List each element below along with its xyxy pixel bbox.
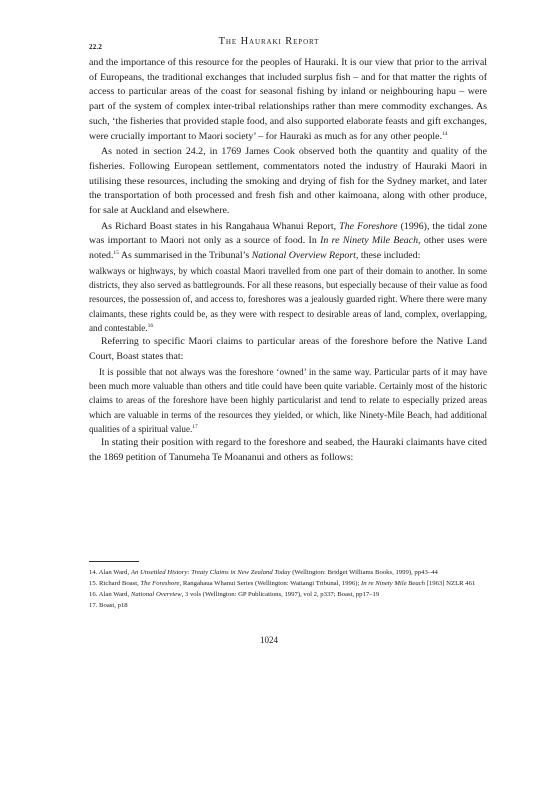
paragraph-2: As noted in section 24.2, in 1769 James Cook observed both the quantity and quality of the fisheries. Following European settlement, commentators noted the industry of Hauraki Maori in utilising these resources, including the smoking and drying of fish for the Sydney market, and later the transportation of both processed and fresh fish and other kaimoana, along with other produce, for sale at Auckland and elsewhere. — [89, 146, 487, 217]
footnotes — [89, 568, 489, 612]
paragraph-3: As Richard Boast states in his Rangahaua Whanui Report, The Foreshore (1996), the tidal zone was important to Maori not only as a source of food. In In re Ninety Mile Beach, other uses were noted.$^{15}$ As summarised in the Tribunal’s National Overview Report, these included: — [89, 220, 488, 262]
footnote-ref-15: 15 — [113, 250, 119, 257]
footnote-ref-14: 14 — [442, 130, 448, 137]
block-quote-2: It is possible that not always was the foreshore ‘owned’ in the same way. Particular parts of it may have been much more valuable than others and title could have been quite variable. Certainly most of the historic claims to areas of the foreshore have been highly particularist and tend to relate to especially prized areas which are valuable in terms of the resources they yielded, or which, like Ninety-Mile Beach, had additional qualities of a spiritual value.$^{17}$ — [89, 366, 487, 434]
paragraph-5: In stating their position with regard to the foreshore and seabed, the Hauraki claimants have cited the 1869 petition of Tanumeha Te Moananui and others as follows: — [89, 437, 487, 463]
page-number: 1024 — [260, 635, 278, 645]
paragraph-1: and the importance of this resource for the peoples of Hauraki. It is our view that prior to the arrival of Europeans, the traditional exchanges that included surplus fish – and for that matter the rights of access to particular areas of the coast for seasonal fishing by inland or neighbouring hapu – were part of the system of complex inter-tribal relationships rather than mere commodity exchanges. As such, ‘the fisheries that provided staple food, and also supported elaborate feasts and gift exchanges, were crucially important to Maori society’ – for Hauraki as much as for any other people.$^{14}$ — [89, 57, 487, 142]
footnote-ref-17: 17 — [192, 423, 198, 430]
footnote-divider — [89, 561, 139, 562]
body-text — [89, 56, 487, 466]
running-title: The Hauraki Report — [218, 36, 320, 47]
block-quote-1: walkways or highways, by which coastal Maori travelled from one part of their domain to another. In some districts, they also served as battlegrounds. For all these reasons, but especially because of their value as food resources, the possession of, and access to, foreshores was a jealously guarded right. Where there were many claimants, these rights could be, as they were with respect to desirable areas of land, complex, overlapping, and contestable.$^{16}$ — [89, 265, 487, 334]
paragraph-4: Referring to specific Maori claims to particular areas of the foreshore before the Native Land Court, Boast states that: — [89, 336, 487, 363]
footnote-15: 15. Richard Boast, The Foreshore, Rangahaua Whanui Series (Wellington: Waitangi Tribunal, 1996); In re Ninety Mile Beach [1963] NZLR 461 — [89, 579, 476, 587]
footnote-17: 17. Boast, p18 — [89, 601, 128, 609]
footnote-16: 16. Alan Ward, National Overview, 3 vols (Wellington: GP Publications, 1997), vol 2, p337; Boast, pp17–19 — [89, 590, 380, 598]
section-number: 22.2 — [89, 43, 103, 51]
footnote-ref-16: 16 — [147, 323, 154, 330]
footnote-14: 14. Alan Ward, An Unsettled History: Treaty Claims in New Zealand Today (Wellington: Bridget Williams Books, 1999), pp43–44 — [89, 569, 438, 576]
